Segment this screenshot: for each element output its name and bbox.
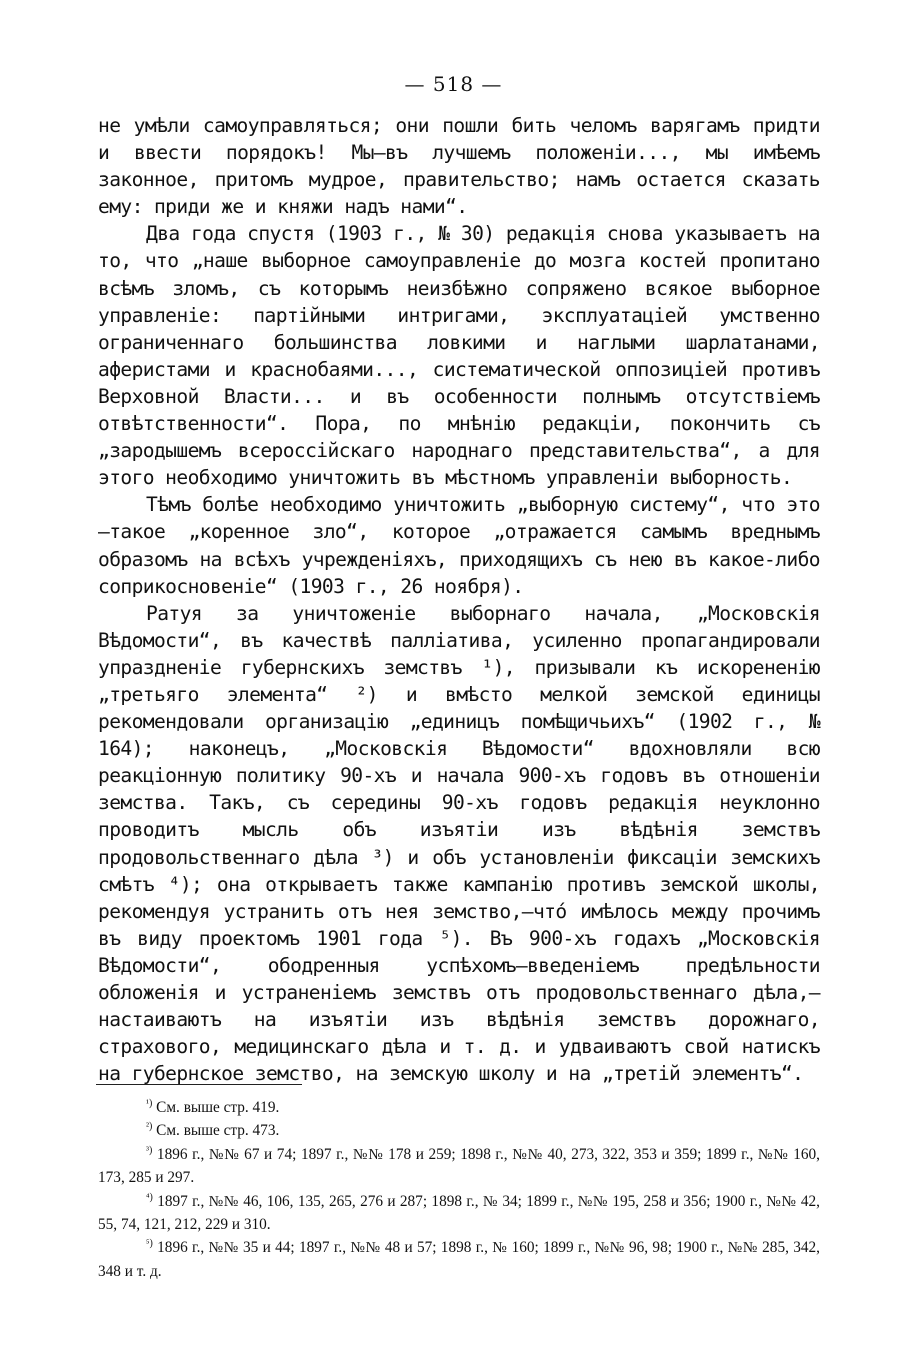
paragraph-4: Ратуя за уничтоженіе выборнаго начала, „Московскія Вѣдомости“, въ качествѣ палліатива, усиленно пропагандировали упраздненіе губернскихъ земствъ ¹), призывали къ искорененію „третьяго элемента“ ²) и вмѣсто мелкой земской единицы рекомендовали организацію „единицъ помѣщичьихъ“ (1902 г., № 164); наконецъ, „Московскія Вѣдомости“ вдохновляли всю реакціонную политику 90-хъ и начала 900-хъ годовъ въ отношеніи земства. Такъ, съ середины 90-хъ годовъ редакція неуклонно проводитъ мысль объ изъятіи изъ вѣдѣнія земствъ продовольственнаго дѣла ³) и объ установленіи фиксаціи земскихъ смѣтъ ⁴); она открываетъ также кампанію противъ земской школы, рекомендуя устранить отъ нея земство,—что́ имѣлось между прочимъ въ виду проектомъ 1901 года ⁵). Въ 900-хъ годахъ „Московскія Вѣдомости“, ободренныя успѣхомъ—введеніемъ предѣльности обложенія и устраненіемъ земствъ отъ продовольственнаго дѣла,—настаиваютъ на изъятіи изъ вѣдѣнія земствъ дорожнаго, страхового, медицинскаго дѣла и т. д. и удваиваютъ свой натискъ на губернское земство, на земскую школу и на „третій элементъ“. bbox=[98, 601, 820, 1086]
footnote-text: 1896 г., №№ 35 и 44; 1897 г., №№ 48 и 57; 1898 г., № 160; 1899 г., №№ 96, 98; 1900 г., №№ 285, 342, 348 и т. д. bbox=[98, 1239, 820, 1280]
body-text bbox=[98, 112, 820, 1087]
paragraph-1: не умѣли самоуправляться; они пошли бить челомъ варягамъ придти и ввести порядокъ! Мы—въ лучшемъ положеніи..., мы имѣемъ законное, притомъ мудрое, правительство; намъ остается сказать ему: приди же и княжи надъ нами“. bbox=[98, 114, 820, 219]
footnote-text: 1897 г., №№ 46, 106, 135, 265, 276 и 287; 1898 г., № 34; 1899 г., №№ 195, 258 и 356; 1900 г., №№ 42, 55, 74, 121, 212, 229 и 310. bbox=[98, 1192, 820, 1234]
footnote-mark: ²) bbox=[146, 1121, 153, 1133]
footnote-4 bbox=[98, 1190, 820, 1237]
footnotes bbox=[98, 1096, 820, 1283]
footnote-1 bbox=[98, 1096, 820, 1119]
footnote-mark: ¹) bbox=[146, 1097, 153, 1109]
page-number: — 518 — bbox=[404, 72, 503, 96]
footnote-divider bbox=[96, 1084, 302, 1085]
footnote-mark: ⁴) bbox=[146, 1191, 153, 1203]
paragraph-3: Тѣмъ болѣе необходимо уничтожить „выборную систему“, что это—такое „коренное зло“, которое „отражается самымъ вреднымъ образомъ на всѣхъ учрежденіяхъ, приходящихъ съ нею въ какое-либо соприкосновеніе“ (1903 г., 26 ноября). bbox=[98, 493, 820, 598]
footnote-2 bbox=[98, 1119, 820, 1142]
footnote-text: См. выше стр. 419. bbox=[156, 1099, 280, 1116]
footnote-text: 1896 г., №№ 67 и 74; 1897 г., №№ 178 и 259; 1898 г., №№ 40, 273, 322, 353 и 359; 1899 г., №№ 160, 173, 285 и 297. bbox=[98, 1145, 820, 1187]
footnote-mark: ⁵) bbox=[146, 1238, 153, 1250]
footnote-5 bbox=[98, 1236, 820, 1283]
footnote-mark: ³) bbox=[146, 1144, 153, 1156]
footnote-text: См. выше стр. 473. bbox=[156, 1122, 280, 1140]
paragraph-2: Два года спустя (1903 г., № 30) редакція снова указываетъ на то, что „наше выборное самоуправленіе до мозга костей пропитано всѣмъ зломъ, съ которымъ неизбѣжно сопряжено всякое выборное управленіе: партійными интригами, эксплуатаціей умственно ограниченнаго большинства ловкими и наглыми шарлатанами, аферистами и краснобаями..., систематической оппозиціей противъ Верховной Власти... и въ особенности полнымъ отсутствіемъ отвѣтственности“. Пора, по мнѣнію редакціи, покончить съ „зародышемъ всероссійскаго народнаго представительства“, а для этого необходимо уничтожить въ мѣстномъ управленіи выборность. bbox=[98, 222, 820, 490]
footnote-3 bbox=[98, 1143, 820, 1190]
